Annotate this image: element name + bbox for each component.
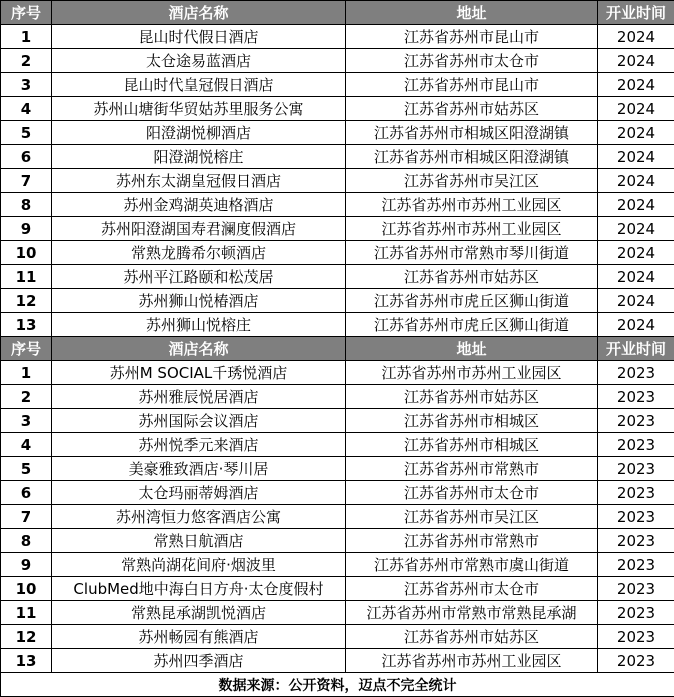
header-no: 序号 — [1, 1, 52, 25]
hotel-address: 江苏省苏州市昆山市 — [346, 73, 598, 97]
footer-row — [1, 673, 674, 697]
hotel-address: 江苏省苏州市苏州工业园区 — [346, 361, 598, 385]
table-row — [1, 265, 674, 289]
hotel-name: 苏州畅园有熊酒店 — [52, 625, 346, 649]
opening-year: 2023 — [598, 601, 674, 625]
hotel-name: 阳澄湖悦榕庄 — [52, 145, 346, 169]
table-row — [1, 553, 674, 577]
table-row — [1, 121, 674, 145]
table-row — [1, 457, 674, 481]
hotel-address: 江苏省苏州市常熟市 — [346, 457, 598, 481]
opening-year: 2024 — [598, 313, 674, 337]
header-no: 序号 — [1, 337, 52, 361]
row-number: 11 — [1, 265, 52, 289]
opening-year: 2024 — [598, 97, 674, 121]
table-row — [1, 601, 674, 625]
row-number: 3 — [1, 409, 52, 433]
hotel-name: 阳澄湖悦柳酒店 — [52, 121, 346, 145]
hotel-name: 苏州狮山悦榕庄 — [52, 313, 346, 337]
table-row — [1, 25, 674, 49]
row-number: 8 — [1, 193, 52, 217]
table-row — [1, 169, 674, 193]
hotel-address: 江苏省苏州市常熟市琴川街道 — [346, 241, 598, 265]
hotel-name: 太仓玛丽蒂姆酒店 — [52, 481, 346, 505]
hotel-address: 江苏省苏州市虎丘区狮山街道 — [346, 289, 598, 313]
row-number: 10 — [1, 577, 52, 601]
hotel-address: 江苏省苏州市虎丘区狮山街道 — [346, 313, 598, 337]
hotel-address: 江苏省苏州市姑苏区 — [346, 385, 598, 409]
row-number: 12 — [1, 625, 52, 649]
header-opening-year: 开业时间 — [598, 1, 674, 25]
opening-year: 2024 — [598, 241, 674, 265]
hotel-name: 苏州雅辰悦居酒店 — [52, 385, 346, 409]
row-number: 9 — [1, 553, 52, 577]
opening-year: 2024 — [598, 217, 674, 241]
header-address: 地址 — [346, 1, 598, 25]
table-body — [1, 1, 674, 697]
opening-year: 2024 — [598, 265, 674, 289]
table-row — [1, 529, 674, 553]
opening-year: 2023 — [598, 529, 674, 553]
hotel-address: 江苏省苏州市苏州工业园区 — [346, 217, 598, 241]
hotel-name: ClubMed地中海白日方舟·太仓度假村 — [52, 577, 346, 601]
header-row — [1, 337, 674, 361]
table-row — [1, 577, 674, 601]
hotel-name: 苏州湾恒力悠客酒店公寓 — [52, 505, 346, 529]
table-row — [1, 289, 674, 313]
opening-year: 2023 — [598, 457, 674, 481]
row-number: 1 — [1, 361, 52, 385]
table-row — [1, 505, 674, 529]
hotel-name: 苏州金鸡湖英迪格酒店 — [52, 193, 346, 217]
opening-year: 2023 — [598, 361, 674, 385]
hotel-name: 苏州四季酒店 — [52, 649, 346, 673]
opening-year: 2024 — [598, 169, 674, 193]
opening-year: 2023 — [598, 505, 674, 529]
table-row — [1, 409, 674, 433]
hotel-address: 江苏省苏州市太仓市 — [346, 49, 598, 73]
row-number: 5 — [1, 121, 52, 145]
hotel-name: 苏州山塘街华贸姑苏里服务公寓 — [52, 97, 346, 121]
hotel-name: 常熟日航酒店 — [52, 529, 346, 553]
hotel-address: 江苏省苏州市相城区阳澄湖镇 — [346, 121, 598, 145]
hotel-name: 太仓途易蓝酒店 — [52, 49, 346, 73]
table-row — [1, 145, 674, 169]
hotel-name: 苏州东太湖皇冠假日酒店 — [52, 169, 346, 193]
row-number: 4 — [1, 97, 52, 121]
table-row — [1, 97, 674, 121]
header-hotel-name: 酒店名称 — [52, 337, 346, 361]
opening-year: 2023 — [598, 553, 674, 577]
table-row — [1, 217, 674, 241]
hotel-name: 苏州M SOCIAL千琇悦酒店 — [52, 361, 346, 385]
hotel-name: 苏州平江路颐和松茂居 — [52, 265, 346, 289]
row-number: 4 — [1, 433, 52, 457]
hotel-address: 江苏省苏州市姑苏区 — [346, 97, 598, 121]
hotel-address: 江苏省苏州市常熟市虞山街道 — [346, 553, 598, 577]
hotel-name: 美豪雅致酒店·琴川居 — [52, 457, 346, 481]
opening-year: 2024 — [598, 289, 674, 313]
opening-year: 2023 — [598, 625, 674, 649]
row-number: 12 — [1, 289, 52, 313]
table-row — [1, 385, 674, 409]
header-address: 地址 — [346, 337, 598, 361]
opening-year: 2023 — [598, 385, 674, 409]
hotel-name: 苏州狮山悦椿酒店 — [52, 289, 346, 313]
row-number: 1 — [1, 25, 52, 49]
table-row — [1, 649, 674, 673]
hotel-address: 江苏省苏州市相城区阳澄湖镇 — [346, 145, 598, 169]
opening-year: 2023 — [598, 649, 674, 673]
table-row — [1, 73, 674, 97]
table-row — [1, 49, 674, 73]
table-row — [1, 193, 674, 217]
row-number: 2 — [1, 385, 52, 409]
hotel-name: 常熟龙腾希尔顿酒店 — [52, 241, 346, 265]
hotel-address: 江苏省苏州市苏州工业园区 — [346, 193, 598, 217]
row-number: 3 — [1, 73, 52, 97]
row-number: 7 — [1, 505, 52, 529]
hotel-address: 江苏省苏州市常熟市常熟昆承湖 — [346, 601, 598, 625]
table-row — [1, 361, 674, 385]
hotel-address: 江苏省苏州市吴江区 — [346, 505, 598, 529]
table-row — [1, 241, 674, 265]
hotel-address: 江苏省苏州市姑苏区 — [346, 265, 598, 289]
opening-year: 2024 — [598, 73, 674, 97]
table-row — [1, 481, 674, 505]
hotel-address: 江苏省苏州市太仓市 — [346, 481, 598, 505]
hotel-address: 江苏省苏州市苏州工业园区 — [346, 649, 598, 673]
hotel-address: 江苏省苏州市姑苏区 — [346, 625, 598, 649]
row-number: 8 — [1, 529, 52, 553]
opening-year: 2024 — [598, 121, 674, 145]
hotel-address: 江苏省苏州市昆山市 — [346, 25, 598, 49]
row-number: 6 — [1, 481, 52, 505]
header-row — [1, 1, 674, 25]
hotel-address: 江苏省苏州市相城区 — [346, 409, 598, 433]
row-number: 13 — [1, 649, 52, 673]
row-number: 6 — [1, 145, 52, 169]
opening-year: 2023 — [598, 481, 674, 505]
opening-year: 2023 — [598, 433, 674, 457]
opening-year: 2023 — [598, 409, 674, 433]
hotel-name: 昆山时代假日酒店 — [52, 25, 346, 49]
row-number: 2 — [1, 49, 52, 73]
row-number: 7 — [1, 169, 52, 193]
header-opening-year: 开业时间 — [598, 337, 674, 361]
hotel-name: 苏州悦季元来酒店 — [52, 433, 346, 457]
row-number: 13 — [1, 313, 52, 337]
opening-year: 2024 — [598, 193, 674, 217]
opening-year: 2024 — [598, 25, 674, 49]
opening-year: 2024 — [598, 49, 674, 73]
opening-year: 2023 — [598, 577, 674, 601]
table-row — [1, 433, 674, 457]
hotel-name: 苏州阳澄湖国寿君澜度假酒店 — [52, 217, 346, 241]
hotel-address: 江苏省苏州市吴江区 — [346, 169, 598, 193]
table-row — [1, 313, 674, 337]
opening-year: 2024 — [598, 145, 674, 169]
table-row — [1, 625, 674, 649]
hotel-address: 江苏省苏州市相城区 — [346, 433, 598, 457]
row-number: 5 — [1, 457, 52, 481]
hotel-name: 常熟昆承湖凯悦酒店 — [52, 601, 346, 625]
hotel-address: 江苏省苏州市太仓市 — [346, 577, 598, 601]
row-number: 11 — [1, 601, 52, 625]
row-number: 9 — [1, 217, 52, 241]
hotel-address: 江苏省苏州市常熟市 — [346, 529, 598, 553]
header-hotel-name: 酒店名称 — [52, 1, 346, 25]
row-number: 10 — [1, 241, 52, 265]
data-source-note: 数据来源：公开资料，迈点不完全统计 — [1, 673, 674, 697]
hotel-name: 苏州国际会议酒店 — [52, 409, 346, 433]
hotel-name: 昆山时代皇冠假日酒店 — [52, 73, 346, 97]
hotel-name: 常熟尚湖花间府·烟波里 — [52, 553, 346, 577]
